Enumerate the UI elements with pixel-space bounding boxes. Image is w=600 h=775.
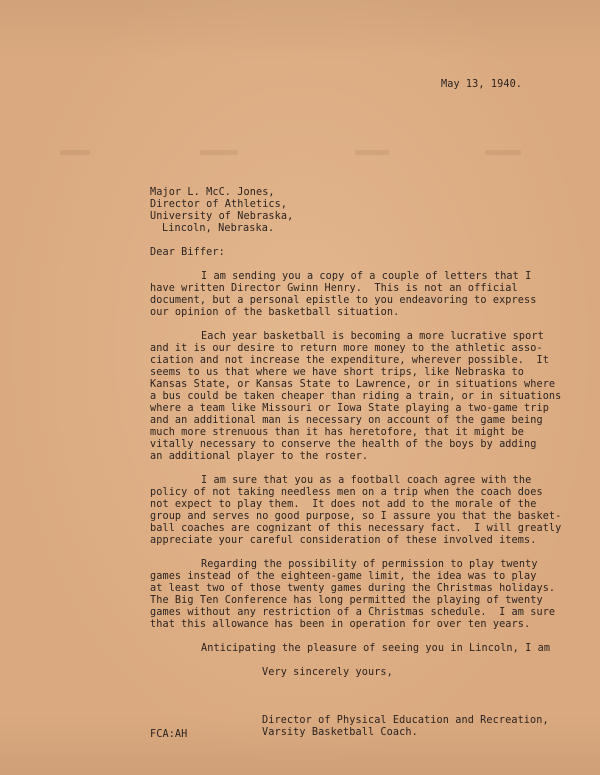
body-line: games instead of the eighteen-game limit, the idea was to play [150,571,537,582]
typist-initials: FCA:AH [150,729,188,740]
signature-title-line: Director of Physical Education and Recreation, [262,715,549,726]
signature-title-line: Varsity Basketball Coach. [262,727,418,738]
body-line: our opinion of the basketball situation. [150,307,400,318]
body-line: Regarding the possibility of permission to play twenty [201,559,538,570]
body-line: not expect to play them. It does not add to the morale of the [150,499,537,510]
body-line: a bus could be taken cheaper than riding a train, or in situations [150,391,562,402]
body-line: at least two of those twenty games during the Christmas holidays. [150,583,556,594]
body-line: much more strenuous than it has heretofore, that it might be [150,427,525,438]
recipient-line: Director of Athletics, [150,199,288,210]
body-line: Each year basketball is becoming a more lucrative sport [201,331,544,342]
complimentary-close: Very sincerely yours, [262,667,393,678]
body-line: ciation and not increase the expenditure, wherever possible. It [150,355,549,366]
paragraph-5: Anticipating the pleasure of seeing you in Lincoln, I am [201,643,551,654]
bleed-through-mark [485,150,521,155]
recipient-line: Lincoln, Nebraska. [162,223,275,234]
body-line: Kansas State, or Kansas State to Lawrence, or in situations where [150,379,556,390]
body-line: games without any restriction of a Christmas schedule. I am sure [150,607,556,618]
body-line: ball coaches are cognizant of this necessary fact. I will greatly [150,523,562,534]
body-line: that this allowance has been in operation for over ten years. [150,619,531,630]
body-line: policy of not taking needless men on a trip when the coach does [150,487,543,498]
recipient-line: University of Nebraska, [150,211,294,222]
bleed-through-mark [355,150,389,155]
recipient-line: Major L. McC. Jones, [150,187,275,198]
bleed-through-mark [200,150,238,155]
salutation: Dear Biffer: [150,247,225,258]
body-line: where a team like Missouri or Iowa State playing a two-game trip [150,403,549,414]
body-line: I am sending you a copy of a couple of letters that I [201,271,532,282]
bleed-through-mark [60,150,90,155]
body-line: I am sure that you as a football coach agree with the [201,475,532,486]
body-line: The Big Ten Conference has long permitted the playing of twenty [150,595,543,606]
body-line: appreciate your careful consideration of these involved items. [150,535,537,546]
body-line: and it is our desire to return more money to the athletic asso- [150,343,543,354]
body-line: an additional player to the roster. [150,451,369,462]
body-line: seems to us that where we have short trips, like Nebraska to [150,367,525,378]
body-line: vitally necessary to conserve the health of the boys by adding [150,439,537,450]
body-line: document, but a personal epistle to you endeavoring to express [150,295,537,306]
letter-date: May 13, 1940. [441,79,523,90]
body-line: and an additional man is necessary on account of the game being [150,415,543,426]
body-line: have written Director Gwinn Henry. This is not an official [150,283,518,294]
body-line: group and serves no good purpose, so I assure you that the basket- [150,511,562,522]
